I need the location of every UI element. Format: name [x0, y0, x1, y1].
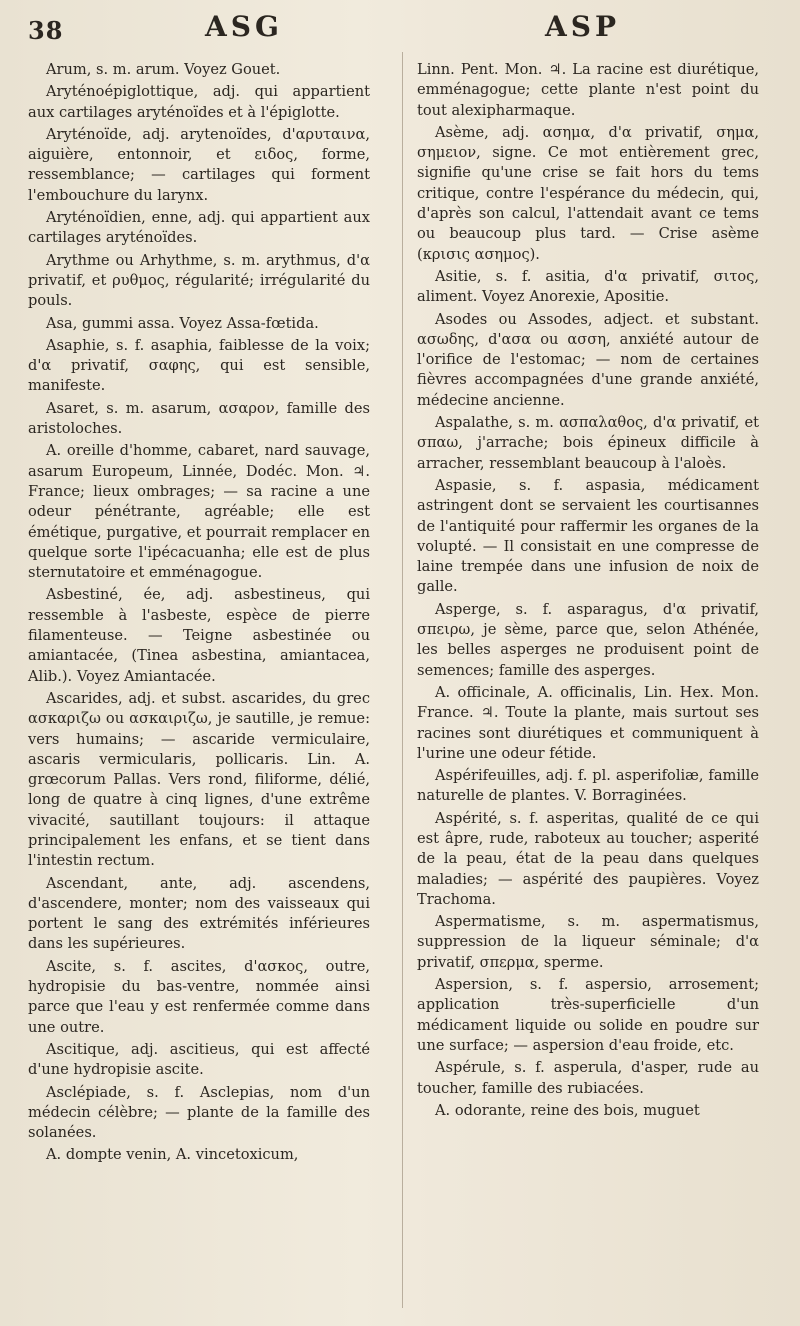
entry-ascite: Ascite, s. f. ascites, d'ασκος, outre, hydropisie du bas-ventre, nommée ainsi parce que l'eau y est renfermée comme dans une outre. [28, 957, 370, 1036]
entry-asaphie: Asaphie, s. f. asaphia, faiblesse de la voix; d'α privatif, σαφης, qui est sensible, manifeste. [28, 336, 370, 395]
right-column [417, 60, 759, 1123]
entry-aspermatisme: Aspermatisme, s. m. aspermatismus, suppression de la liqueur séminale; d'α privatif, σπερμα, sperme. [417, 913, 759, 971]
entry-arytenoepiglottique: Aryténoépiglottique, adj. qui appartient aux cartilages aryténoïdes et à l'épiglotte. [28, 83, 370, 121]
entry-aspersion: Aspersion, s. f. aspersio, arrosement; application très-superficielle d'un médicament liquide ou solide en poudre sur une surface; — aspersion d'eau froide, etc. [417, 976, 759, 1054]
entry-asclepiade-dompte-venin: A. dompte venin, A. vincetoxicum, [46, 1146, 299, 1164]
entry-ascendant: Ascendant, ante, adj. ascendens, d'ascendere, monter; nom des vaisseaux qui portent le sang des extrémités inférieures dans les supérieures. [28, 874, 370, 953]
entry-asperule-odorante: A. odorante, reine des bois, muguet [435, 1101, 700, 1119]
column-divider [402, 52, 403, 1308]
entry-asa: Asa, gummi assa. Voyez Assa-fœtida. [46, 314, 319, 332]
entry-asperule: Aspérule, s. f. asperula, d'asper, rude au toucher, famille des rubiacées. [417, 1059, 759, 1097]
entry-asperite: Aspérité, s. f. asperitas, qualité de ce qui est âpre, rude, raboteux au toucher; asperité de la peau, état de la peau dans quelques maladies; — aspérité des paupières. Voyez Trachoma. [417, 809, 759, 908]
left-column [28, 60, 370, 1168]
entry-asaret: Asaret, s. m. asarum, ασαρον, famille des aristoloches. [28, 399, 370, 438]
entry-asaret-oreille: A. oreille d'homme, cabaret, nard sauvage, asarum Europeum, Linnée, Dodéc. Mon. ♃. France; lieux ombrages; — sa racine a une odeur pénétrante, agréable; elle est émétique, purgative, et pourrait remplacer en quelque sorte l'ipécacuanha; elle est de plus sternutatoire et emménagogue. [28, 442, 370, 582]
entry-arytenoide: Aryténoïde, adj. arytenoïdes, d'αρυταινα, aiguière, entonnoir, et ειδος, forme, ressemblance; — cartilages qui forment l'embouchure du larynx. [28, 125, 370, 204]
entry-asperge-officinale: A. officinale, A. officinalis, Lin. Hex. Mon. France. ♃. Toute la plante, mais surtout ses racines sont diurétiques et communiquent à l'urine une odeur fétide. [417, 683, 759, 762]
entry-asbestine: Asbestiné, ée, adj. asbestineus, qui ressemble à l'asbeste, espèce de pierre filamenteuse. — Teigne asbestinée ou amiantacée, (Tinea asbestina, amiantacea, Alib.). Voyez Amiantacée. [28, 586, 370, 685]
entry-asodes: Asodes ou Assodes, adject. et substant. ασωδης, d'ασα ou ασση, anxiété autour de l'orifice de l'estomac; — nom de certaines fièvres accompagnées d'une grande anxiété, médecine ancienne. [417, 310, 759, 409]
right-running-head: ASP [545, 10, 620, 43]
entry-ascitique: Ascitique, adj. ascitieus, qui est affecté d'une hydropisie ascite. [28, 1040, 370, 1079]
entry-asclepiade: Asclépiade, s. f. Asclepias, nom d'un médecin célèbre; — plante de la famille des solanées. [28, 1083, 370, 1142]
entry-asitie: Asitie, s. f. asitia, d'α privatif, σιτος, aliment. Voyez Anorexie, Apositie. [417, 267, 759, 306]
entry-aspalathe: Aspalathe, s. m. ασπαλαθος, d'α privatif, et σπαω, j'arrache; bois épineux difficile à arracher, ressemblant beaucoup à l'aloès. [417, 414, 759, 472]
entry-aspasie: Aspasie, s. f. aspasia, médicament astringent dont se servaient les courtisannes de l'antiquité pour raffermir les organes de la volupté. — Il consistait en une compresse de laine trempée dans une infusion de noix de galle. [417, 476, 759, 596]
left-running-head: ASG [205, 10, 283, 43]
entry-asperge: Asperge, s. f. asparagus, d'α privatif, σπειρω, je sème, parce que, selon Athénée, les belles asperges ne produisent point de semences; famille des asperges. [417, 600, 759, 679]
entry-ascarides: Ascarides, adj. et subst. ascarides, du grec ασκαριζω ou ασκαιριζω, je sautille, je remue: vers humains; — ascaride vermiculaire, ascaris vermicularis, pollicaris. Lin. A. grœcorum Pallas. Vers rond, filiforme, délié, long de quatre à cinq lignes, d'une extrême vivacité, sautillant toujours: il attaque principalement les enfans, et se tient dans l'intestin rectum. [28, 689, 370, 870]
entry-arythme: Arythme ou Arhythme, s. m. arythmus, d'α privatif, et ρυθμος, régularité; irrégularité du pouls. [28, 251, 370, 310]
entry-arum: Arum, s. m. arum. Voyez Gouet. [46, 61, 281, 78]
entry-aseme: Asème, adj. ασημα, d'α privatif, σημα, σημειον, signe. Ce mot entièrement grec, signifie qu'une crise se fait hors du tems critique, contre l'espérance du médecin, qui, d'après son calcul, l'attendait avant ce tems ou beaucoup plus tard. — Crise asème (κρισις ασημος). [417, 123, 759, 263]
entry-arytenoidien: Aryténoïdien, enne, adj. qui appartient aux cartilages aryténoïdes. [28, 209, 370, 247]
page-number: 38 [28, 16, 64, 45]
entry-asclepiade-continued: Linn. Pent. Mon. ♃. La racine est diurétique, emménagogue; cette plante n'est point du tout alexipharmaque. [417, 61, 759, 119]
entry-asperifeuilles: Aspérifeuilles, adj. f. pl. asperifoliæ, famille naturelle de plantes. V. Borraginées. [417, 767, 759, 805]
